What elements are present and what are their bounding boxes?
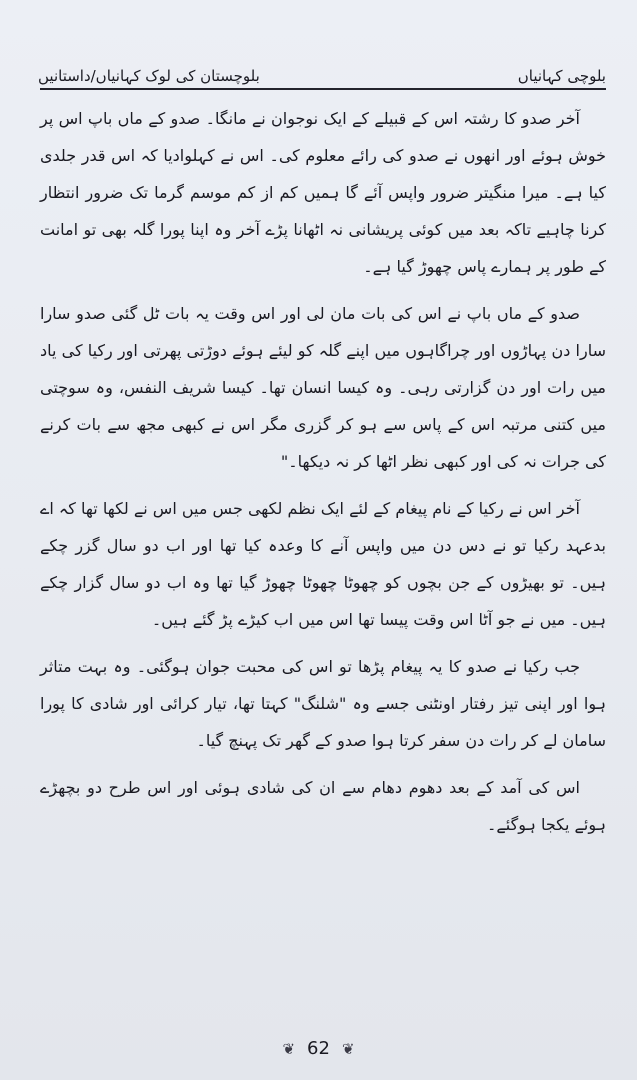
paragraph-2: صدو کے ماں باپ نے اس کی بات مان لی اور اس وقت یہ بات ٹل گئی صدو سارا سارا دن پہاڑوں اور چراگاہوں میں اپنے گلہ کو لیئے ہوئے دوڑتی پھرتی اور رکیا کی یاد میں رات اور دن گزارتی رہی۔ وہ کیسا انسان تھا۔ کیسا شریف النفس، وہ سوچتی میں کتنی مرتبہ اس کے پاس سے ہو کر گزری مگر اس نے کبھی مجھ سے بات کرنے کی جرات نہ کی اور کبھی نظر اٹھا کر نہ دیکھا۔" [40, 304, 606, 471]
paragraph-4: جب رکیا نے صدو کا یہ پیغام پڑھا تو اس کی محبت جوان ہوگئی۔ وہ بہت متاثر ہوا اور اپنی تیز رفتار اونٹنی جسے وہ "شلنگ" کہتا تھا، تیار کرائی اور شادی کا پورا سامان لے کر رات دن سفر کرتا ہوا صدو کے گھر تک پہنچ گیا۔ [40, 657, 606, 750]
body-text [40, 100, 606, 853]
ornament-right-icon: ❦ [341, 1039, 355, 1058]
paragraph-5: اس کی آمد کے بعد دھوم دھام سے ان کی شادی ہوئی اور اس طرح دو بچھڑے ہوئے یکجا ہوگئے۔ [40, 778, 606, 834]
chapter-title: بلوچستان کی لوک کہانیاں/داستانیں [38, 67, 260, 85]
page-number: 62 [307, 1038, 330, 1059]
header-rule [40, 88, 606, 90]
paragraph-3: آخر اس نے رکیا کے نام پیغام کے لئے ایک نظم لکھی جس میں اس نے لکھا تھا کہ اے بدعہد رکیا تو نے دس دن میں واپس آنے کا وعدہ کیا تھا اور اب دو سال گزر چکے ہیں۔ تو بھیڑوں کے جن بچوں کو چھوٹا چھوٹا چھوڑ گیا تھا وہ اب دو سال گزار چکے ہیں۔ میں نے جو آٹا اس وقت پیسا تھا اس میں اب کیڑے پڑ گئے ہیں۔ [40, 499, 606, 629]
ornament-left-icon: ❦ [282, 1039, 296, 1058]
book-title: بلوچی کہانیاں [517, 67, 606, 85]
page-footer [0, 1038, 637, 1059]
running-head [38, 52, 606, 86]
paragraph-1: آخر صدو کا رشتہ اس کے قبیلے کے ایک نوجوان نے مانگا۔ صدو کے ماں باپ اس پر خوش ہوئے اور انھوں نے صدو کی رائے معلوم کی۔ اس نے کہلوادیا کہ اس قدر جلدی کیا ہے۔ میرا منگیتر ضرور واپس آئے گا ہمیں کم از کم موسم گرما تک ضرور انتظار کرنا چاہیے تاکہ بعد میں کوئی پریشانی نہ اٹھانا پڑے آخر وہ اپنا پورا گلہ بھی تو امانت کے طور پر ہمارے پاس چھوڑ گیا ہے۔ [40, 109, 606, 276]
